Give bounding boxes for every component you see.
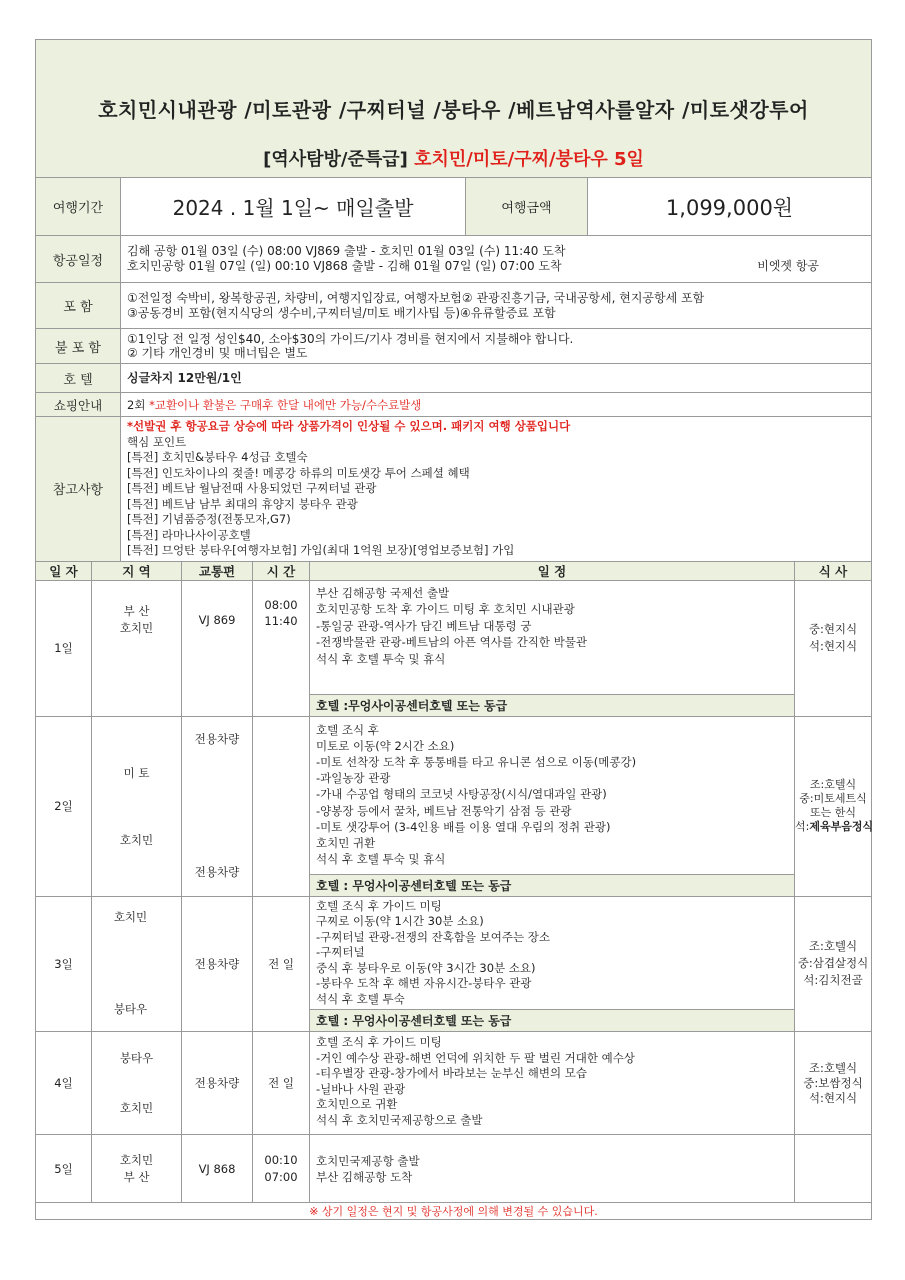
- meal-line: 중:삼겹살정식: [797, 956, 869, 971]
- schedule-line: -미토 선착장 도착 후 통통배를 타고 유니콘 섬으로 이동(메콩강): [316, 754, 637, 769]
- meal-line: 중:보쌈정식: [803, 1075, 863, 1090]
- include-label: 포 함: [36, 283, 121, 329]
- region-line: 미 토: [123, 765, 150, 780]
- shopping-label: 쇼핑안내: [36, 393, 121, 417]
- meal-line: 조:호텔식: [808, 939, 858, 954]
- shopping-note: *교환이나 환불은 구매후 한달 내에만 가능/수수료발생: [145, 397, 422, 412]
- time-cell: [253, 716, 310, 896]
- itinerary-row-day3: [36, 896, 872, 1010]
- time-cell: 전 일: [253, 896, 310, 1032]
- day-cell: 2일: [36, 716, 92, 896]
- notes-line: 핵심 포인트: [127, 434, 187, 449]
- schedule-line: 호치민으로 귀환: [316, 1097, 398, 1111]
- period-label: 여행기간: [36, 178, 121, 236]
- schedule-line: -닐바나 사원 관광: [316, 1081, 406, 1096]
- region-line: 호치민: [119, 1152, 154, 1167]
- schedule-line: 호치민국제공항 출발: [316, 1153, 420, 1168]
- transport-line: 전용차량: [194, 731, 240, 746]
- region-line: 호치민: [113, 909, 148, 924]
- schedule-line: -과일농장 관광: [316, 771, 391, 786]
- hotel-line: 호텔 :무엉사이공센터호텔 또는 동급: [310, 694, 795, 716]
- meals-cell: [795, 896, 872, 1032]
- schedule-line: 중식 후 붕타우로 이동(약 3시간 30분 소요): [316, 960, 536, 975]
- day-cell: 1일: [36, 580, 92, 716]
- include-line-1: ①전일정 숙박비, 왕복항공권, 차량비, 여행지입장료, 여행자보험② 관광진흥기금, 국내공항세, 현지공항세 포함: [127, 290, 705, 305]
- schedule-line: -미토 샛강투어 (3-4인용 배를 이용 열대 우림의 정취 관광): [316, 819, 611, 834]
- col-day: 일 자: [36, 561, 92, 580]
- schedule-line: 구찌로 이동(약 1시간 30분 소요): [316, 914, 484, 928]
- meal-bold: 제육부음정식: [809, 820, 874, 833]
- schedule-line: 부산 김해공항 국제선 출발: [316, 585, 450, 600]
- hotel-value: 싱글차지 12만원/1인: [121, 364, 872, 393]
- notes-line: [특전] 므엉탄 붕타우[여행자보험] 가입(최대 1억원 보장)[영업보증보험] 가입: [127, 543, 515, 557]
- region-line: 부 산: [123, 1169, 150, 1184]
- flight-label: 항공일정: [36, 236, 121, 283]
- schedule-line: -구찌터널 관광-전쟁의 잔혹함을 보여주는 장소: [316, 929, 550, 944]
- transport-cell: 전용차량: [182, 896, 253, 1032]
- meal-line: 조:호텔식: [809, 778, 857, 791]
- schedule-line: -붕타우 도착 후 해변 자유시간-붕타우 관광: [316, 976, 532, 990]
- period-value: 2024 . 1월 1일~ 매일출발: [121, 178, 466, 236]
- region-line: 부 산: [123, 603, 150, 618]
- time-line: 08:00: [264, 597, 298, 612]
- sub-title-route: 호치민/미토/구찌/붕타우 5일: [414, 149, 644, 170]
- transport-cell: 전용차량: [182, 1032, 253, 1135]
- region-line: 호치민: [119, 832, 154, 847]
- exclude-line-1: ①1인당 전 일정 성인$40, 소아$30의 가이드/기사 경비를 현지에서 지불해야 합니다.: [127, 332, 574, 346]
- include-line-2: ③공동경비 포함(현지식당의 생수비,구찌터널/미토 배기사팁 등)④유류할증료 포함: [127, 305, 556, 320]
- transport-cell: [182, 716, 253, 896]
- col-transport: 교통편: [182, 561, 253, 580]
- itinerary-row-day5: [36, 1135, 872, 1203]
- info-table: [35, 39, 872, 562]
- region-cell: [92, 896, 182, 1032]
- hotel-line: 호텔 : 무엉사이공센터호텔 또는 동급: [310, 1010, 795, 1032]
- schedule-cell: [310, 580, 795, 694]
- schedule-line: -구찌터널: [316, 945, 365, 959]
- transport-cell: VJ 868: [182, 1135, 253, 1203]
- shopping-count: 2회: [127, 397, 146, 412]
- region-line: 붕타우: [113, 1001, 148, 1016]
- sub-title-prefix: [역사탐방/준특급]: [263, 149, 408, 170]
- meal-line: 석:김치전골: [803, 973, 863, 988]
- schedule-line: 석식 후 호치민국제공항으로 출발: [316, 1112, 483, 1127]
- shopping-info: [121, 393, 872, 417]
- airline-name: 비엣젯 항공: [757, 259, 820, 273]
- region-cell: [92, 1135, 182, 1203]
- day-cell: 4일: [36, 1032, 92, 1135]
- price-label: 여행금액: [466, 178, 588, 236]
- schedule-cell: [310, 896, 795, 1010]
- schedule-line: 석식 후 호텔 투숙 및 휴식: [316, 651, 446, 666]
- region-line: 호치민: [119, 1101, 154, 1115]
- notes-warning: *선발권 후 항공요금 상승에 따라 상품가격이 인상될 수 있으며. 패키지 여행 상품입니다: [127, 419, 571, 433]
- flight-schedule: [121, 236, 872, 283]
- meal-line: 중:미토세트식: [799, 792, 867, 805]
- meals-cell: [795, 1032, 872, 1135]
- time-line: 11:40: [264, 613, 298, 628]
- itinerary-row-day2: [36, 716, 872, 874]
- time-line: 07:00: [264, 1169, 298, 1184]
- flight-line-2: 호치민공항 01월 07일 (일) 00:10 VJ868 출발 - 김해 01월 07일 (일) 07:00 도착: [127, 259, 562, 273]
- transport-line: 전용차량: [194, 864, 240, 879]
- schedule-line: -티우별장 관광-창가에서 바라보는 눈부신 해변의 모습: [316, 1066, 587, 1080]
- time-line: 00:10: [264, 1152, 298, 1167]
- meal-line: [795, 820, 874, 834]
- schedule-line: 호텔 조식 후 가이드 미팅: [316, 1035, 442, 1049]
- meal-prefix: 석:: [795, 820, 810, 833]
- schedule-cell: [310, 1135, 795, 1203]
- meals-cell: [795, 580, 872, 716]
- schedule-cell: [310, 716, 795, 874]
- price-value: 1,099,000원: [588, 178, 872, 236]
- hotel-label: 호 텔: [36, 364, 121, 393]
- day-cell: 3일: [36, 896, 92, 1032]
- title-banner: [36, 40, 872, 178]
- notes-label: 참고사항: [36, 417, 121, 562]
- schedule-line: 호텔 조식 후 가이드 미팅: [316, 898, 442, 913]
- schedule-line: 석식 후 호텔 투숙: [316, 991, 405, 1006]
- schedule-line: 호치민공항 도착 후 가이드 미팅 후 호치민 시내관광: [316, 602, 575, 616]
- itinerary-row-day1: [36, 580, 872, 694]
- region-line: 호치민: [119, 620, 154, 635]
- transport-cell: VJ 869: [182, 580, 253, 716]
- itinerary-header: [36, 561, 872, 580]
- schedule-line: 호텔 조식 후: [316, 722, 379, 737]
- itinerary-row-day4: [36, 1032, 872, 1135]
- exclude-label: 불 포 함: [36, 329, 121, 364]
- main-title: 호치민시내관광 /미토관광 /구찌터널 /붕타우 /베트남역사를알자 /미토샛강투어: [98, 98, 809, 122]
- notes-list: [121, 417, 872, 562]
- region-line: 붕타우: [119, 1051, 154, 1065]
- schedule-line: -가내 수공업 형태의 코코넛 사탕공장(시식/열대과일 관광): [316, 787, 607, 802]
- exclude-line-2: ② 기타 개인경비 및 매너팁은 별도: [127, 346, 308, 360]
- region-cell: [92, 1032, 182, 1135]
- schedule-line: -거인 예수상 관광-해변 언덕에 위치한 두 팔 벌린 거대한 예수상: [316, 1050, 635, 1065]
- schedule-line: -통일궁 관광-역사가 담긴 베트남 대통령 궁: [316, 618, 532, 633]
- schedule-line: 부산 김해공항 도착: [316, 1169, 413, 1184]
- meal-line: 또는 한식: [809, 806, 856, 819]
- meals-cell: [795, 716, 872, 896]
- time-cell: [253, 1135, 310, 1203]
- schedule-line: -전쟁박물관 관광-베트남의 아픈 역사를 간직한 박물관: [316, 635, 587, 649]
- time-cell: 전 일: [253, 1032, 310, 1135]
- meal-line: 석:현지식: [808, 1090, 858, 1105]
- col-schedule: 일 정: [310, 561, 795, 580]
- notes-line: [특전] 베트남 남부 최대의 휴양지 붕타우 관광: [127, 496, 358, 511]
- meal-line: 중:현지식: [808, 621, 858, 636]
- schedule-line: 호치민 귀환: [316, 835, 376, 850]
- time-cell: [253, 580, 310, 716]
- itinerary-table: [35, 561, 872, 1221]
- col-meals: 식 사: [795, 561, 872, 580]
- flight-line-1: 김해 공항 01월 03일 (수) 08:00 VJ869 출발 - 호치민 01월 03일 (수) 11:40 도착: [127, 244, 566, 258]
- footer-notice: ※ 상기 일정은 현지 및 항공사정에 의해 변경될 수 있습니다.: [36, 1203, 872, 1220]
- include-list: [121, 283, 872, 329]
- exclude-list: [121, 329, 872, 364]
- hotel-line: 호텔 : 무엉사이공센터호텔 또는 동급: [310, 874, 795, 896]
- tour-sheet: [35, 39, 874, 1220]
- region-cell: [92, 580, 182, 716]
- meal-line: 석:현지식: [808, 638, 858, 653]
- schedule-line: 미토로 이동(약 2시간 소요): [316, 738, 455, 753]
- notes-line: [특전] 기념품증정(전통모자,G7): [127, 512, 291, 526]
- col-time: 시 간: [253, 561, 310, 580]
- schedule-line: -양봉장 등에서 꿀차, 베트남 전통악기 삼점 등 관광: [316, 803, 572, 818]
- schedule-cell: [310, 1032, 795, 1135]
- sub-title: [36, 123, 871, 177]
- day-cell: 5일: [36, 1135, 92, 1203]
- meal-line: 조:호텔식: [808, 1060, 858, 1075]
- meals-cell: [795, 1135, 872, 1203]
- region-cell: [92, 716, 182, 896]
- schedule-line: 석식 후 호텔 투숙 및 휴식: [316, 852, 446, 867]
- notes-line: [특전] 인도차이나의 젖줄! 메콩강 하류의 미토샛강 투어 스페셜 혜택: [127, 465, 470, 480]
- notes-line: [특전] 라마나사이공호텔: [127, 527, 251, 542]
- col-region: 지 역: [92, 561, 182, 580]
- notes-line: [특전] 베트남 월남전때 사용되었던 구찌터널 관광: [127, 481, 377, 495]
- notes-line: [특전] 호치민&붕타우 4성급 호텔숙: [127, 450, 308, 464]
